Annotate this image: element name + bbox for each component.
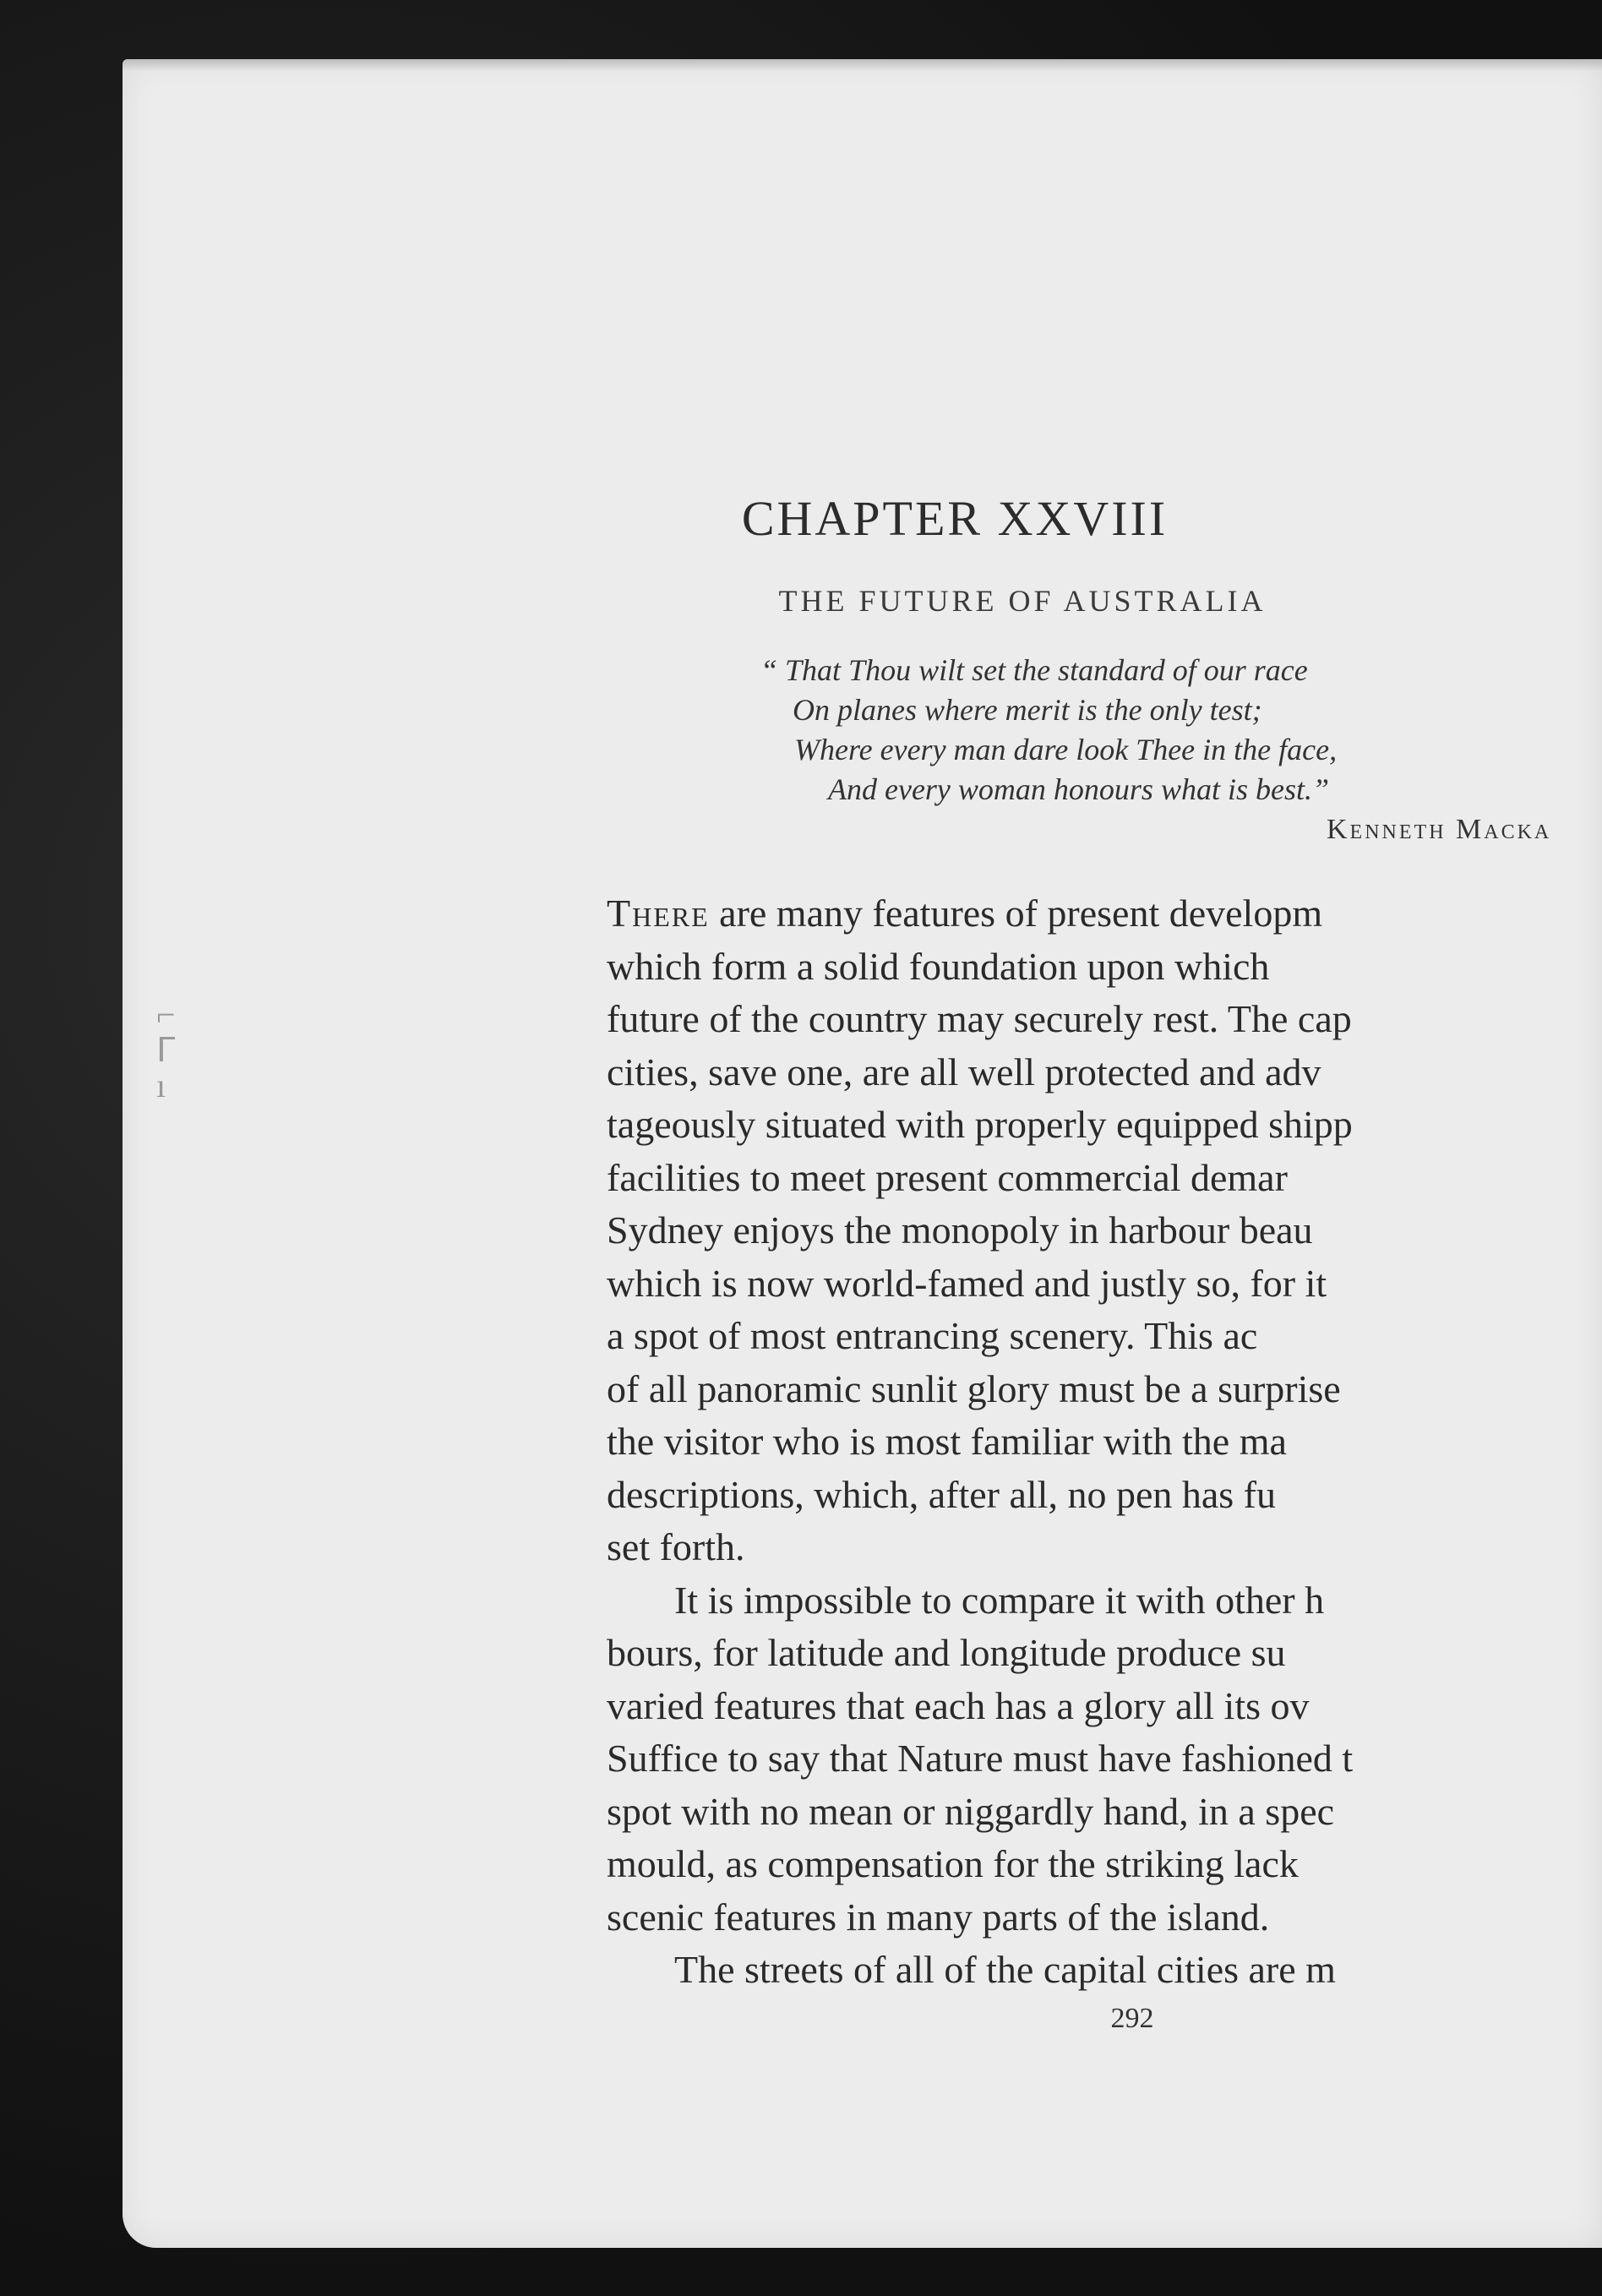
- epigraph: [760, 651, 1521, 810]
- text-line: a spot of most entrancing scenery. This ac: [607, 1314, 1258, 1357]
- text-line: which form a solid foundation upon which: [607, 944, 1270, 988]
- text-line: cities, save one, are all well protected and adv: [607, 1050, 1321, 1093]
- text-line: scenic features in many parts of the island.: [607, 1895, 1270, 1939]
- opening-word: There: [607, 892, 710, 935]
- text-line: Sydney enjoys the monopoly in harbour beau: [607, 1208, 1313, 1252]
- page-edge-shadow: [123, 59, 1602, 71]
- text-line: future of the country may securely rest. The cap: [607, 997, 1352, 1040]
- epigraph-line: And every woman honours what is best.”: [828, 772, 1329, 806]
- paragraph-2: [607, 1574, 1570, 1944]
- page-number: 292: [1110, 2003, 1154, 2034]
- text-line: Suffice to say that Nature must have fashioned t: [607, 1737, 1354, 1780]
- epigraph-author: Kenneth Macka: [1327, 814, 1552, 845]
- text-line: descriptions, which, after all, no pen has fu: [607, 1472, 1276, 1516]
- text-line: the visitor who is most familiar with the ma: [607, 1420, 1287, 1463]
- text-line: [607, 887, 1570, 941]
- text-line: mould, as compensation for the striking lack: [607, 1842, 1299, 1885]
- text-line-rest: are many features of present developm: [709, 892, 1323, 935]
- text-line: bours, for latitude and longitude produce su: [607, 1631, 1286, 1674]
- epigraph-line: Where every man dare look Thee in the face,: [794, 733, 1338, 766]
- margin-smudge: ⌐ ᒥ ı: [156, 995, 176, 1104]
- epigraph-line: On planes where merit is the only test;: [793, 693, 1262, 727]
- epigraph-line: “ That Thou wilt set the standard of our race: [760, 653, 1308, 687]
- chapter-subtitle: THE FUTURE OF AUSTRALIA: [778, 584, 1267, 618]
- text-line: spot with no mean or niggardly hand, in a spec: [607, 1789, 1335, 1833]
- text-line: tageously situated with properly equipped shipp: [607, 1103, 1353, 1146]
- paragraph-3: [607, 1944, 1570, 1997]
- text-line: which is now world-famed and justly so, for it: [607, 1261, 1327, 1305]
- text-line: of all panoramic sunlit glory must be a surprise: [607, 1366, 1341, 1410]
- text-line: set forth.: [607, 1525, 745, 1568]
- paragraph-1: [607, 887, 1570, 1574]
- text-line: It is impossible to compare it with other h: [674, 1578, 1325, 1622]
- text-line: varied features that each has a glory all its ov: [607, 1683, 1310, 1727]
- chapter-title: CHAPTER XXVIII: [741, 491, 1169, 546]
- body-text: [607, 887, 1570, 1997]
- text-line: The streets of all of the capital cities are m: [674, 1948, 1336, 1991]
- text-line: facilities to meet present commercial demar: [607, 1155, 1288, 1199]
